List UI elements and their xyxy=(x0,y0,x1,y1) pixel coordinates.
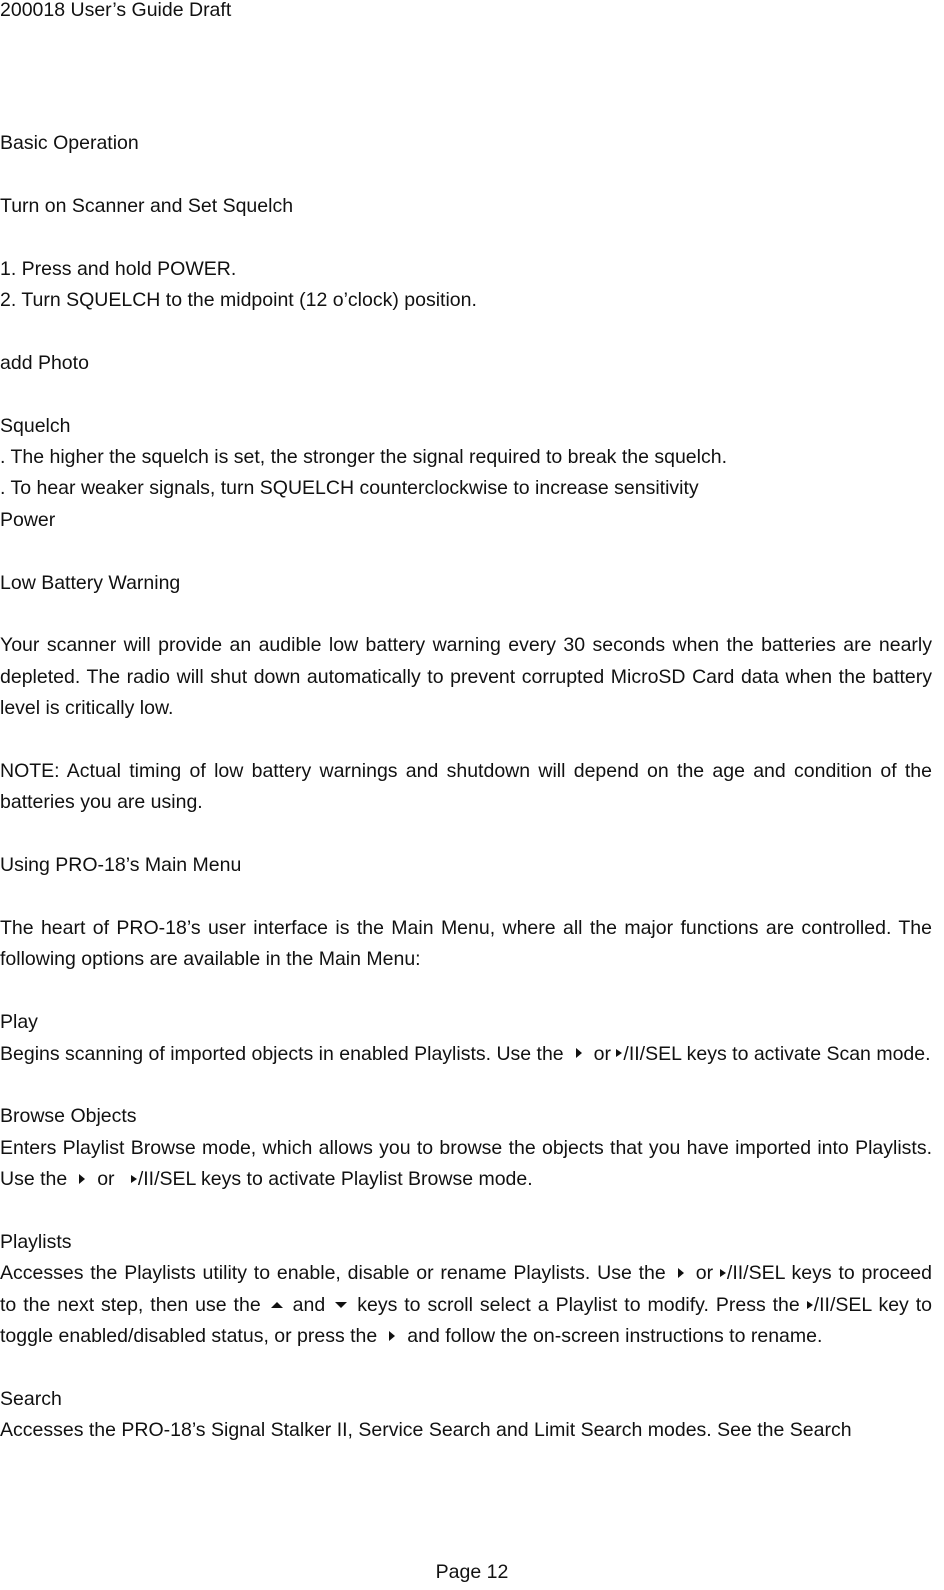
browse-description: Enters Playlist Browse mode, which allows you to browse the objects that you have imported into Playlists. Use the or /II/SEL keys to activate Playlist Browse mode. xyxy=(0,1136,932,1191)
right-arrow-icon xyxy=(389,1331,395,1341)
play-description: Begins scanning of imported objects in enabled Playlists. Use the or /II/SEL keys to activate Scan mode. xyxy=(0,1042,931,1065)
down-arrow-icon xyxy=(335,1302,347,1308)
play-arrow-icon xyxy=(616,1049,622,1057)
right-arrow-icon xyxy=(576,1048,582,1058)
subheading-low-battery: Low Battery Warning xyxy=(0,571,181,594)
low-battery-paragraph: Your scanner will provide an audible low battery warning every 30 seconds when the batteries are nearly depleted. The radio will shut down automatically to prevent corrupted MicroSD Card data when the battery level is critically low. xyxy=(0,634,932,720)
add-photo-placeholder: add Photo xyxy=(0,351,89,374)
squelch-label: Squelch xyxy=(0,414,71,437)
power-label: Power xyxy=(0,508,56,531)
document-header: 200018 User’s Guide Draft xyxy=(0,0,232,21)
step-2: 2. Turn SQUELCH to the midpoint (12 o’clock) position. xyxy=(0,289,477,311)
up-arrow-icon xyxy=(271,1302,283,1308)
step-1: 1. Press and hold POWER. xyxy=(0,257,237,280)
play-arrow-icon xyxy=(807,1301,813,1309)
play-arrow-icon xyxy=(720,1269,726,1277)
subheading-main-menu: Using PRO-18’s Main Menu xyxy=(0,854,242,877)
menu-option-playlists: Playlists xyxy=(0,1231,72,1254)
right-arrow-icon xyxy=(79,1174,85,1184)
menu-option-play: Play xyxy=(0,1011,38,1034)
menu-option-search: Search xyxy=(0,1388,62,1411)
section-heading-basic-operation: Basic Operation xyxy=(0,132,139,154)
play-arrow-icon xyxy=(131,1175,137,1183)
search-description: Accesses the PRO-18’s Signal Stalker II, Service Search and Limit Search modes. See the Search xyxy=(0,1419,852,1442)
subheading-turn-on: Turn on Scanner and Set Squelch xyxy=(0,194,294,217)
right-arrow-icon xyxy=(678,1268,684,1278)
playlists-description: Accesses the Playlists utility to enable, disable or rename Playlists. Use the or /II/SEL keys to proceed to the next step, then use the and keys to scroll select a Playlist to modify. Press the /II/SEL key to toggle enabled/disabled status, or press the and follow the on-screen instructions to rename. xyxy=(0,1262,933,1348)
squelch-note-1: . The higher the squelch is set, the stronger the signal required to break the squelch. xyxy=(0,446,727,468)
page-number: Page 12 xyxy=(435,1561,509,1583)
page-content xyxy=(0,128,932,1447)
main-menu-paragraph: The heart of PRO-18’s user interface is the Main Menu, where all the major functions are controlled. The following options are available in the Main Menu: xyxy=(0,917,932,971)
menu-option-browse-objects: Browse Objects xyxy=(0,1105,137,1128)
squelch-note-2: . To hear weaker signals, turn SQUELCH counterclockwise to increase sensitivity xyxy=(0,477,699,500)
note-paragraph: NOTE: Actual timing of low battery warnings and shutdown will depend on the age and condition of the batteries you are using. xyxy=(0,760,932,814)
